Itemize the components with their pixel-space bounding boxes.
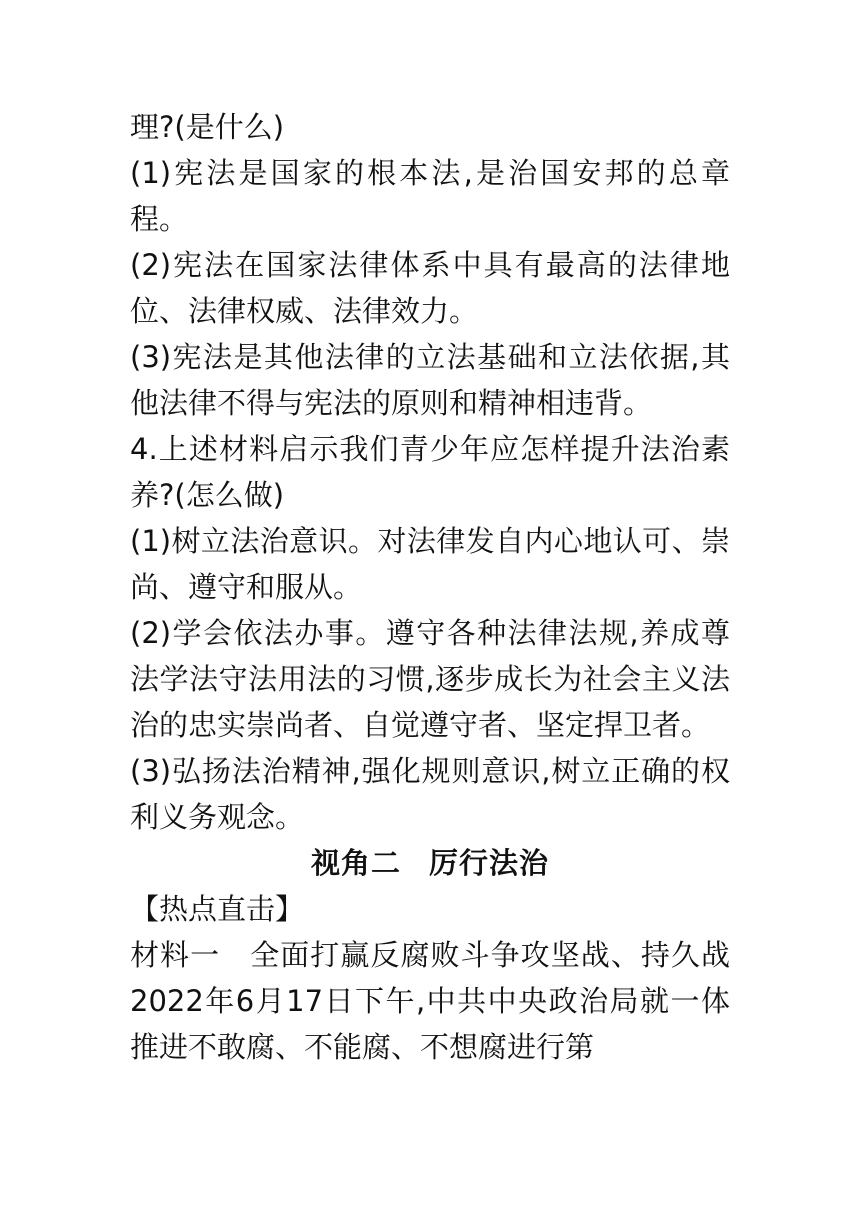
section-heading bbox=[130, 840, 730, 886]
paragraph-material-1: 材料一 全面打赢反腐败斗争攻坚战、持久战 2022年6月17日下午,中共中央政治局就一体推进不敢腐、不能腐、不想腐进行第 bbox=[130, 938, 760, 1064]
paragraph-answer-1: (1)树立法治意识。对法律发自内心地认可、崇尚、遵守和服从。 bbox=[130, 524, 730, 604]
section-heading-title: 厉行法治 bbox=[429, 846, 550, 880]
section-heading-label: 视角二 bbox=[310, 846, 401, 880]
paragraph-point-2: (2)宪法在国家法律体系中具有最高的法律地位、法律权威、法律效力。 bbox=[130, 248, 730, 328]
paragraph-question-4: 4.上述材料启示我们青少年应怎样提升法治素养?(怎么做) bbox=[130, 432, 730, 512]
paragraph-question-tail: 理?(是什么) bbox=[130, 110, 285, 144]
hotspot-label: 【热点直击】 bbox=[130, 892, 305, 926]
paragraph-answer-2: (2)学会依法办事。遵守各种法律法规,养成尊法学法守法用法的习惯,逐步成长为社会主义法治的忠实崇尚者、自觉遵守者、坚定捍卫者。 bbox=[130, 616, 730, 742]
paragraph-point-3: (3)宪法是其他法律的立法基础和立法依据,其他法律不得与宪法的原则和精神相违背。 bbox=[130, 340, 730, 420]
paragraph-point-1: (1)宪法是国家的根本法,是治国安邦的总章程。 bbox=[130, 156, 730, 236]
document-page bbox=[130, 104, 760, 1070]
paragraph-answer-3: (3)弘扬法治精神,强化规则意识,树立正确的权利义务观念。 bbox=[130, 754, 730, 834]
